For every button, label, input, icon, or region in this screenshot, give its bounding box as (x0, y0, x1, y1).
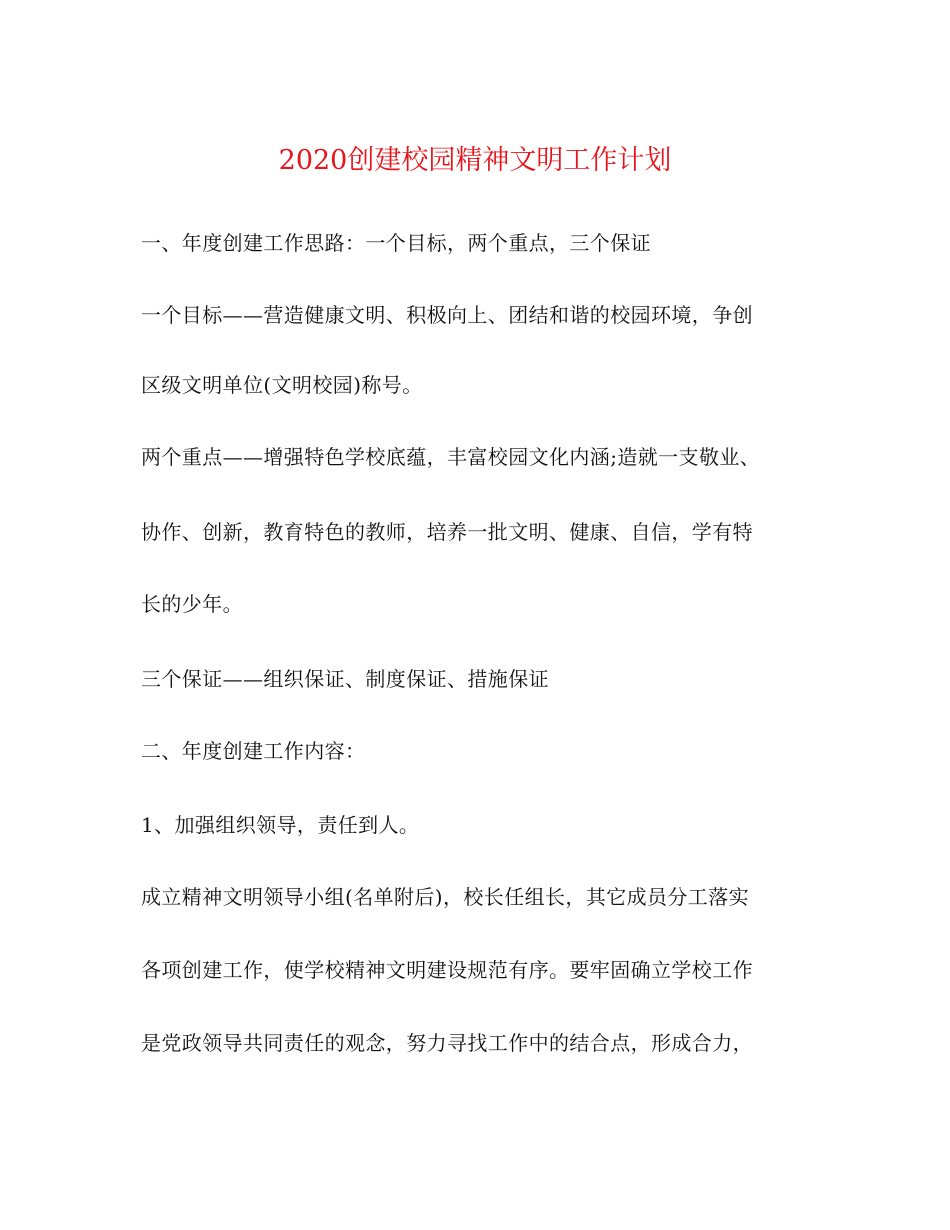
paragraph-line: 是党政领导共同责任的观念，努力寻找工作中的结合点，形成合力， (141, 1031, 753, 1055)
paragraph-line: 区级文明单位(文明校园)称号。 (141, 373, 423, 397)
section-heading-1: 一、年度创建工作思路：一个目标，两个重点，三个保证 (141, 231, 651, 255)
section-heading-2: 二、年度创建工作内容： (141, 739, 366, 763)
paragraph-line: 一个目标——营造健康文明、积极向上、团结和谐的校园环境，争创 (141, 303, 753, 327)
paragraph-line: 各项创建工作，使学校精神文明建设规范有序。要牢固确立学校工作 (141, 958, 753, 982)
paragraph-line: 协作、创新，教育特色的教师，培养一批文明、健康、自信，学有特 (141, 520, 753, 544)
document-title: 2020创建校园精神文明工作计划 (278, 145, 672, 176)
paragraph-line: 成立精神文明领导小组(名单附后)，校长任组长，其它成员分工落实 (141, 885, 750, 909)
paragraph-line: 两个重点——增强特色学校底蕴，丰富校园文化内涵;造就一支敬业、 (141, 445, 761, 469)
paragraph-line: 长的少年。 (141, 592, 243, 616)
paragraph-line: 三个保证——组织保证、制度保证、措施保证 (141, 667, 549, 691)
subsection-heading: 1、加强组织领导，责任到人。 (141, 813, 420, 837)
